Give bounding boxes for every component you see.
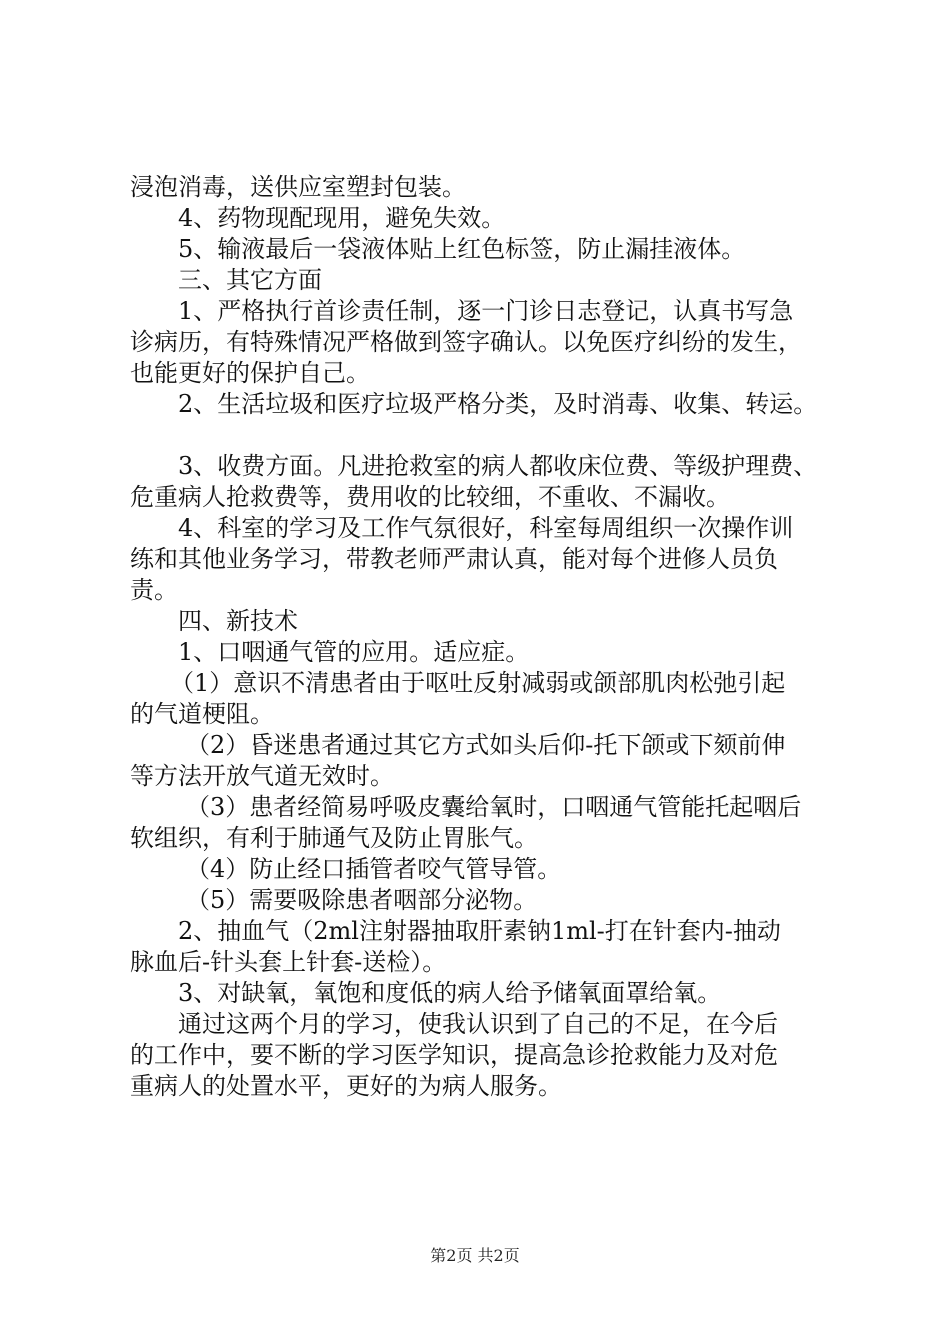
text-line: 2、生活垃圾和医疗垃圾严格分类，及时消毒、收集、转运。 [178, 390, 818, 418]
text-line: 1、严格执行首诊责任制，逐一门诊日志登记，认真书写急 [178, 297, 794, 325]
text-line: 脉血后-针头套上针套-送检）。 [130, 948, 447, 976]
text-line: 的气道梗阻。 [130, 700, 274, 728]
document-body [130, 172, 850, 1102]
text-line: （2）昏迷患者通过其它方式如头后仰-托下颌或下颏前伸 [186, 731, 786, 759]
text-line: （5）需要吸除患者咽部分泌物。 [186, 886, 538, 914]
section-heading: 四、新技术 [178, 607, 298, 635]
section-heading: 三、其它方面 [178, 266, 322, 294]
text-line: 4、药物现配现用，避免失效。 [178, 204, 506, 232]
text-line: 诊病历，有特殊情况严格做到签字确认。以免医疗纠纷的发生， [130, 328, 802, 356]
text-line: 练和其他业务学习，带教老师严肃认真，能对每个进修人员负 [130, 545, 778, 573]
text-line: （3）患者经简易呼吸皮囊给氧时，口咽通气管能托起咽后 [186, 793, 802, 821]
text-line: 等方法开放气道无效时。 [130, 762, 394, 790]
text-line: 的工作中，要不断的学习医学知识，提高急诊抢救能力及对危 [130, 1041, 778, 1069]
text-line: 4、科室的学习及工作气氛很好，科室每周组织一次操作训 [178, 514, 794, 542]
page-number: 第2页 共2页 [430, 1246, 520, 1265]
text-line: 责。 [130, 576, 178, 604]
text-line: 通过这两个月的学习，使我认识到了自己的不足，在今后 [178, 1010, 778, 1038]
text-line: （4）防止经口插管者咬气管导管。 [186, 855, 562, 883]
text-line: 软组织，有利于肺通气及防止胃胀气。 [130, 824, 538, 852]
text-line: 危重病人抢救费等，费用收的比较细，不重收、不漏收。 [130, 483, 730, 511]
text-line: 重病人的处置水平，更好的为病人服务。 [130, 1072, 562, 1100]
text-line: 1、口咽通气管的应用。适应症。 [178, 638, 530, 666]
text-line: 也能更好的保护自己。 [130, 359, 370, 387]
text-line: 2、抽血气（2ml注射器抽取肝素钠1ml-打在针套内-抽动 [178, 917, 781, 945]
blank-line [130, 420, 850, 451]
text-line: 3、对缺氧，氧饱和度低的病人给予储氧面罩给氧。 [178, 979, 722, 1007]
text-line: 5、输液最后一袋液体贴上红色标签，防止漏挂液体。 [178, 235, 746, 263]
text-line: 3、收费方面。凡进抢救室的病人都收床位费、等级护理费、 [178, 452, 818, 480]
text-line: （1）意识不清患者由于呕吐反射减弱或颌部肌肉松弛引起 [170, 669, 786, 697]
text-line: 浸泡消毒，送供应室塑封包装。 [130, 173, 466, 201]
